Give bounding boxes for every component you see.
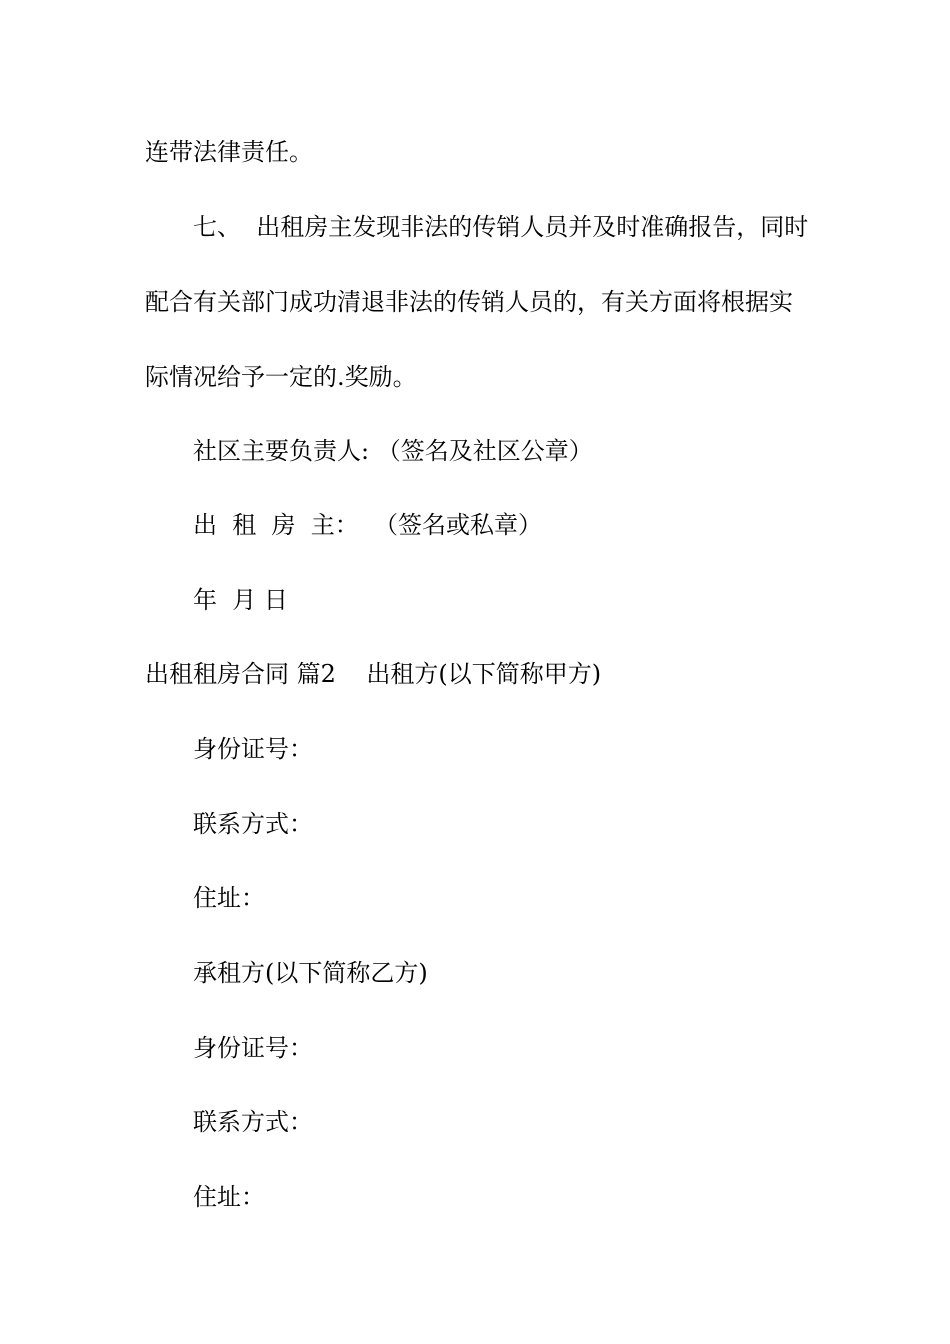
party-a-contact: 联系方式： — [193, 810, 313, 838]
party-b-contact: 联系方式： — [193, 1108, 313, 1136]
party-a-address: 住址： — [193, 884, 265, 912]
signature-landlord: 出 租 房 主： （签名或私章） — [193, 511, 543, 539]
party-b-id-number: 身份证号： — [193, 1034, 313, 1062]
clause-seven-continued: 配合有关部门成功清退非法的传销人员的，有关方面将根据实 — [145, 288, 793, 316]
clause-seven: 七、 出租房主发现非法的传销人员并及时准确报告，同时 — [193, 213, 809, 241]
paragraph-liability-end: 连带法律责任。 — [145, 138, 313, 166]
date-line: 年 月 日 — [193, 586, 288, 614]
party-a-id-number: 身份证号： — [193, 735, 313, 763]
section-title-contract-2: 出租租房合同 篇2 出租方(以下简称甲方) — [145, 660, 602, 688]
signature-community-head: 社区主要负责人: （签名及社区公章） — [193, 437, 593, 465]
party-b-heading: 承租方(以下简称乙方) — [193, 959, 428, 987]
party-b-address: 住址： — [193, 1183, 265, 1211]
clause-seven-end: 际情况给予一定的.奖励。 — [145, 363, 417, 391]
